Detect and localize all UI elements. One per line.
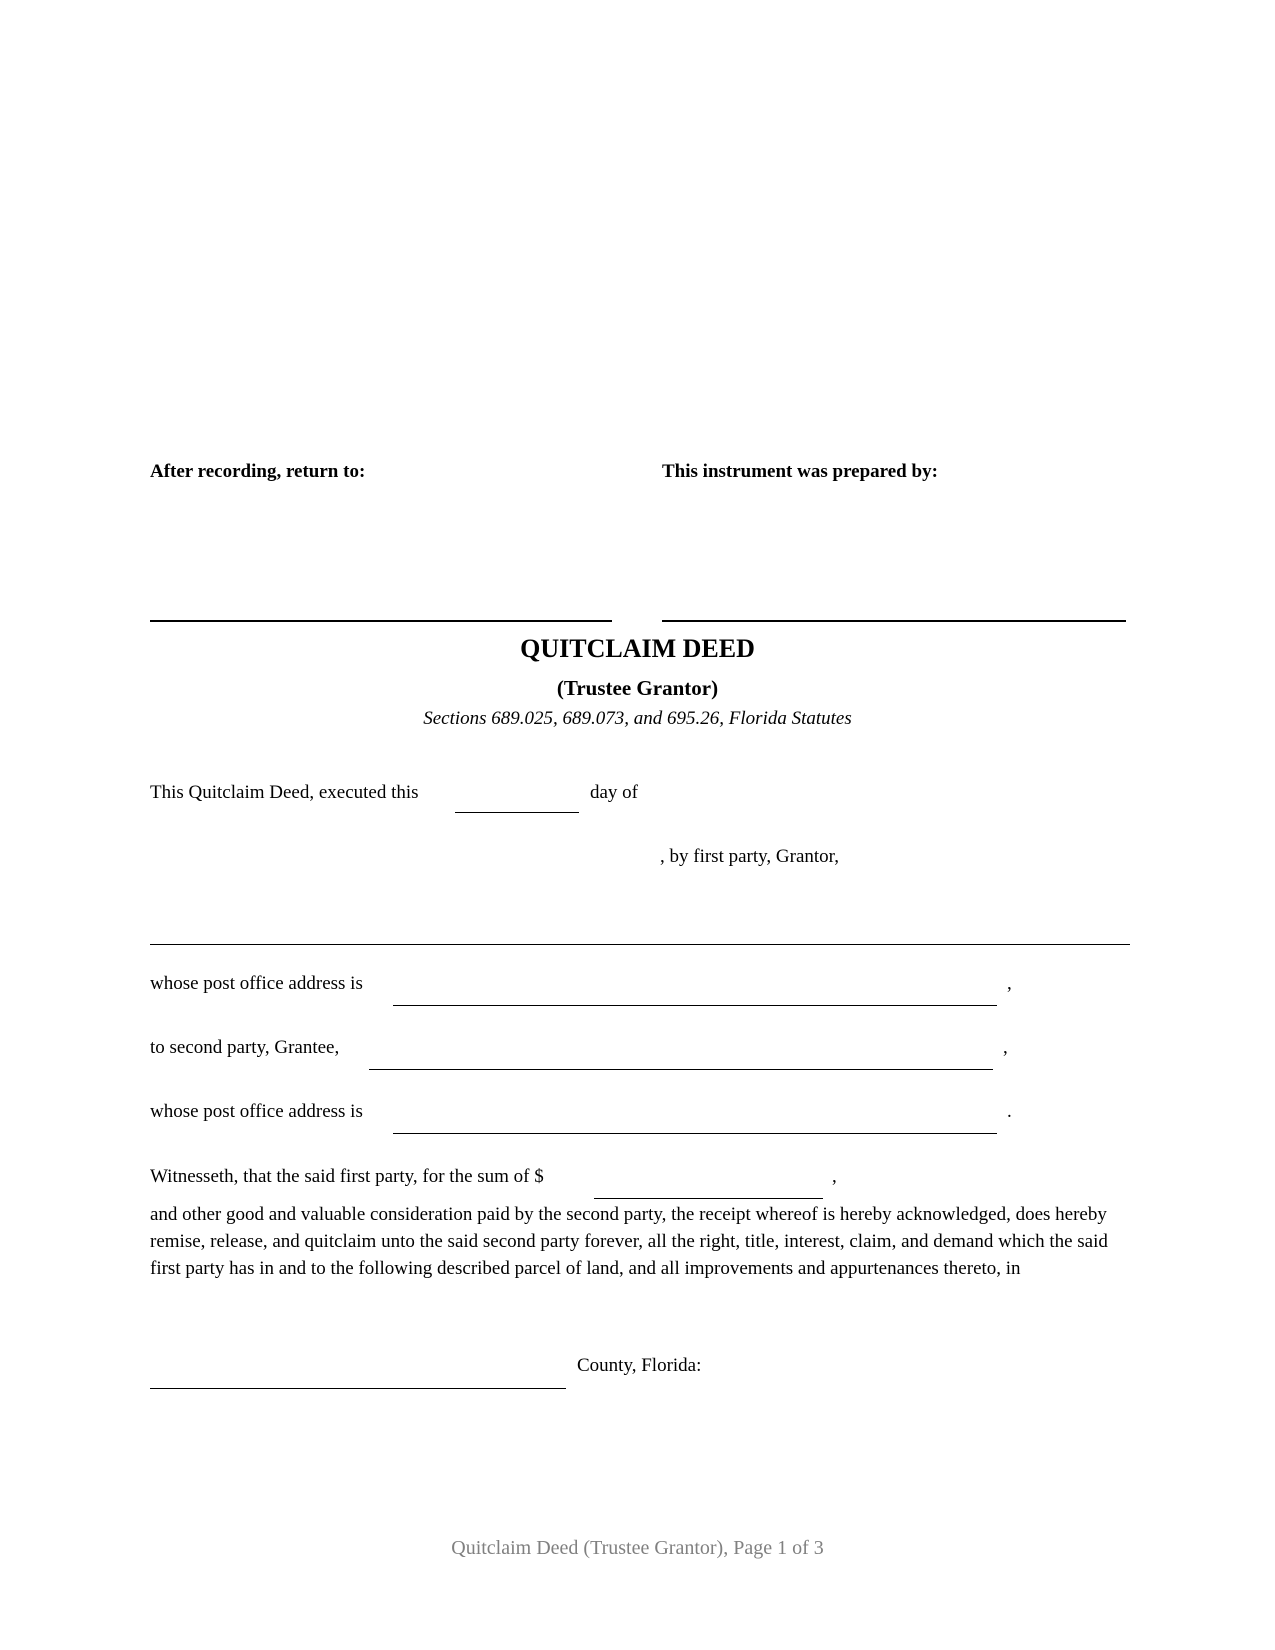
statutes-reference: Sections 689.025, 689.073, and 695.26, Florida Statutes [423, 708, 852, 729]
witnesseth-label: Witnesseth, that the said first party, for the sum of $ [150, 1166, 544, 1187]
consideration-paragraph: and other good and valuable consideration paid by the second party, the receipt whereof is hereby acknowledged, does hereby remise, release, and quitclaim unto the said second party forever, all the right, title, interest, claim, and demand which the said first party has in and to the following described parcel of land, and all improvements and appurtenances thereto, in [150, 1204, 1108, 1279]
execution-day-field[interactable] [455, 780, 579, 813]
return-to-address-field[interactable] [150, 490, 612, 622]
grantee-label: to second party, Grantee, [150, 1037, 340, 1058]
execution-year-field[interactable] [150, 843, 655, 875]
county-field[interactable] [150, 1354, 566, 1389]
document-subtitle: (Trustee Grantor) [556, 676, 719, 700]
grantee-name-field[interactable] [369, 1035, 993, 1070]
consideration-sum-field[interactable] [594, 1164, 823, 1199]
grantee-address-period: . [1007, 1101, 1012, 1122]
grantor-name-field[interactable] [150, 910, 1130, 945]
grantor-address-label: whose post office address is [150, 973, 363, 994]
prepared-by-address-field[interactable] [662, 490, 1126, 622]
grantor-address-comma: , [1007, 973, 1012, 994]
prepared-by-label: This instrument was prepared by: [662, 461, 938, 482]
return-to-label: After recording, return to: [150, 461, 366, 482]
grantor-address-field[interactable] [393, 971, 997, 1006]
document-title: QUITCLAIM DEED [520, 634, 755, 663]
sum-comma: , [832, 1166, 837, 1187]
grantee-address-field[interactable] [393, 1099, 997, 1134]
executed-label: This Quitclaim Deed, executed this [150, 782, 419, 803]
county-florida-label: County, Florida: [577, 1355, 702, 1376]
page-footer: Quitclaim Deed (Trustee Grantor), Page 1 of 3 [451, 1537, 824, 1559]
execution-month-year-field[interactable] [660, 780, 1130, 812]
grantee-address-label: whose post office address is [150, 1101, 363, 1122]
first-party-label: , by first party, Grantor, [660, 846, 839, 867]
day-of-label: day of [590, 782, 639, 803]
grantee-comma: , [1003, 1037, 1008, 1058]
